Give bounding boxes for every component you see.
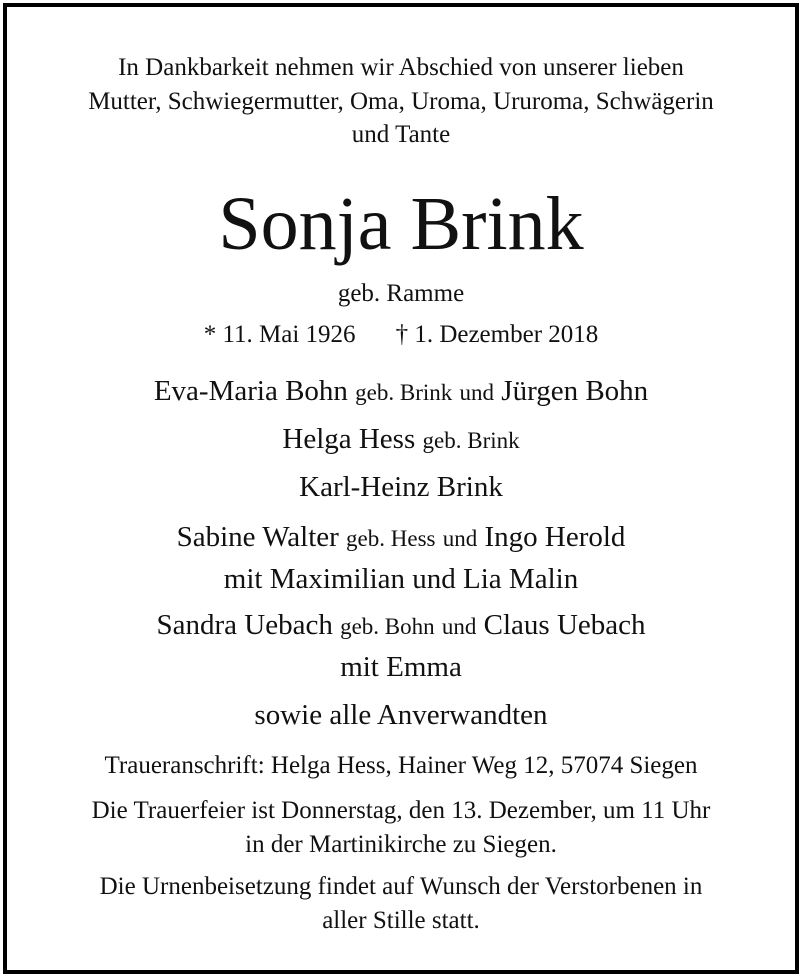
burial-line: aller Stille statt. bbox=[322, 907, 480, 934]
mourner-line bbox=[7, 419, 795, 461]
mourner-line bbox=[7, 371, 795, 413]
relatives-line: sowie alle Anverwandten bbox=[254, 699, 548, 731]
mourner-conjunction: und bbox=[459, 380, 495, 405]
death-date: † 1. Dezember 2018 bbox=[395, 321, 599, 348]
mourner-line bbox=[7, 517, 795, 599]
mourner-birth-name: geb. Bohn bbox=[340, 614, 435, 639]
mourner-partner: Claus Uebach bbox=[483, 609, 646, 641]
intro-line: Mutter, Schwiegermutter, Oma, Uroma, Ururoma, Schwägerin bbox=[88, 87, 714, 115]
urn-burial bbox=[7, 870, 795, 938]
mourner-birth-name: geb. Brink bbox=[355, 380, 453, 405]
mourner-birth-name: geb. Brink bbox=[422, 428, 520, 453]
mourner-name: Eva-Maria Bohn bbox=[153, 375, 348, 407]
birth-date: * 11. Mai 1926 bbox=[203, 321, 356, 348]
intro-line: In Dankbarkeit nehmen wir Abschied von unserer lieben bbox=[118, 54, 684, 81]
life-dates bbox=[7, 318, 795, 352]
mourner-name: Sabine Walter bbox=[176, 521, 339, 553]
mourner-birth-name: geb. Hess bbox=[346, 526, 436, 551]
service-line: in der Martinikirche zu Siegen. bbox=[245, 831, 557, 858]
mourner-couple bbox=[7, 517, 795, 559]
mourner-conjunction: und bbox=[441, 614, 477, 639]
mourner-children: mit Emma bbox=[340, 651, 462, 683]
mourner-conjunction: und bbox=[442, 526, 478, 551]
mourner-line bbox=[7, 467, 795, 507]
burial-line: Die Urnenbeisetzung findet auf Wunsch der Verstorbenen in bbox=[99, 873, 703, 900]
intro-line: und Tante bbox=[351, 121, 451, 148]
funeral-service bbox=[7, 794, 795, 862]
intro-text bbox=[7, 51, 795, 152]
mourner-name: Sandra Uebach bbox=[156, 609, 333, 641]
mourner-partner: Jürgen Bohn bbox=[501, 375, 649, 407]
mourner-name: Helga Hess bbox=[282, 423, 416, 455]
deceased-birth-name: geb. Ramme bbox=[337, 280, 465, 307]
deceased-name: Sonja Brink bbox=[218, 182, 584, 266]
mourner-name: Karl-Heinz Brink bbox=[299, 471, 503, 503]
service-line: Die Trauerfeier ist Donnerstag, den 13. Dezember, um 11 Uhr bbox=[91, 797, 711, 824]
mourner-couple bbox=[7, 605, 795, 647]
mourner-line bbox=[7, 605, 795, 687]
mourner-partner: Ingo Herold bbox=[484, 521, 626, 553]
mourning-address: Traueranschrift: Helga Hess, Hainer Weg 12, 57074 Siegen bbox=[104, 752, 698, 779]
mourner-children: mit Maximilian und Lia Malin bbox=[223, 563, 579, 595]
obituary-notice bbox=[3, 3, 799, 974]
